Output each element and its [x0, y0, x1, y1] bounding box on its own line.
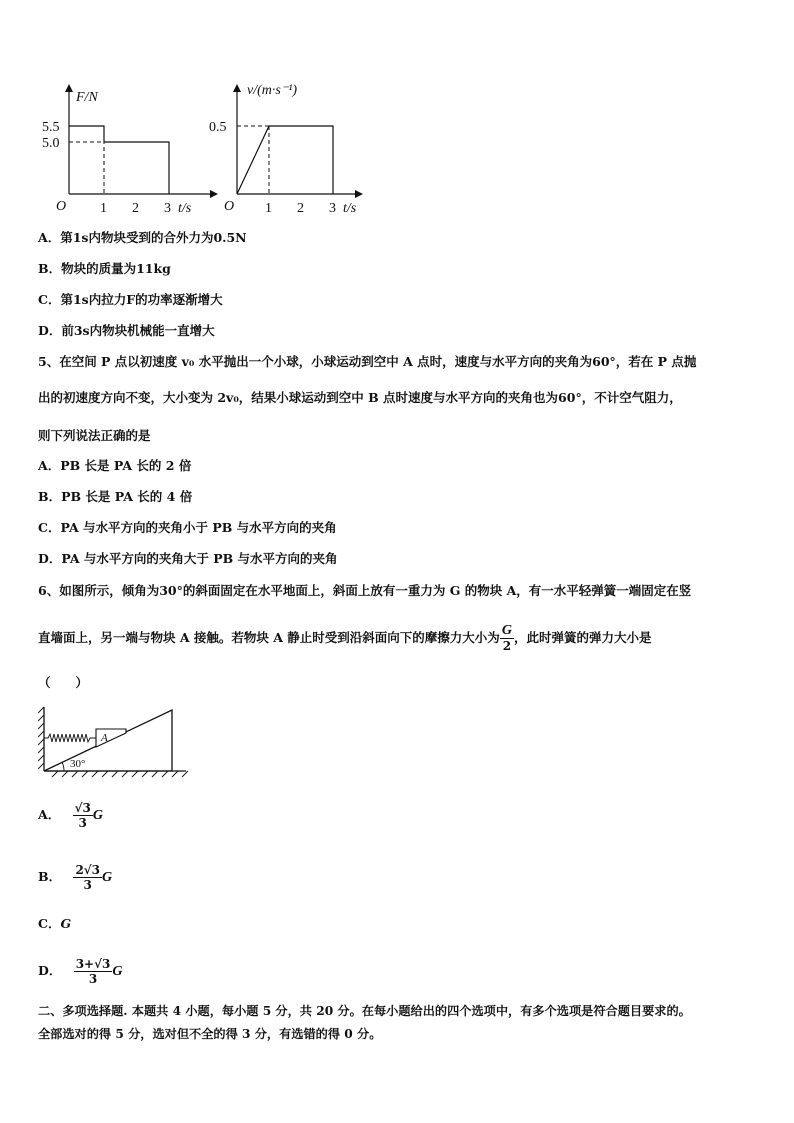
- velocity-time-graph: [205, 78, 385, 218]
- q6-option-a: [38, 796, 103, 835]
- q5-option-b: [38, 489, 192, 505]
- q6-option-a-denominator: 3: [78, 816, 87, 830]
- q6-option-b-g: G: [102, 870, 113, 885]
- q6-fraction-denominator: 2: [502, 639, 512, 653]
- q6-option-b-letter: B．: [38, 869, 62, 884]
- q6-friction-fraction: [500, 624, 514, 653]
- q5-option-a-text: PB 长是 PA 长的 2 倍: [60, 458, 192, 473]
- q4-option-a: [38, 230, 247, 246]
- q6-option-a-fraction: [73, 801, 93, 830]
- q5-option-a: [38, 458, 191, 474]
- q6-option-d-numerator: 3+√3: [75, 957, 111, 971]
- q4-option-c-letter: C．: [38, 292, 61, 307]
- q6-stem-line-1: 6、如图所示，倾角为30°的斜面固定在水平地面上，斜面上放有一重力为 G 的物块 A，有一水平轻弹簧一端固定在竖: [38, 583, 692, 598]
- q6-option-a-numerator: √3: [74, 801, 91, 815]
- q6-option-d-denominator: 3: [88, 972, 98, 986]
- force-y-tick-5-0: 5.0: [42, 136, 60, 151]
- q6-option-b-numerator: 2√3: [75, 863, 101, 877]
- q6-option-c: [38, 916, 71, 932]
- q4-option-b: [38, 261, 171, 277]
- q6-answer-blank: （ ）: [38, 675, 89, 690]
- q6-option-d-fraction: [74, 957, 113, 986]
- force-y-axis-label: F/N: [76, 90, 98, 105]
- q5-option-c-letter: C．: [38, 520, 61, 535]
- incline-spring-figure: [38, 703, 190, 779]
- q5-option-a-letter: A．: [38, 458, 61, 473]
- q4-option-b-letter: B．: [38, 261, 62, 276]
- q6-option-d-g: G: [112, 964, 123, 979]
- q6-option-b-denominator: 3: [83, 878, 92, 892]
- velocity-origin-label: O: [224, 199, 235, 214]
- section2-heading-line-1: 二、多项选择题. 本题共 4 小题，每小题 5 分，共 20 分。在每小题给出的四个选项中，有多个选项是符合题目要求的。: [38, 1004, 691, 1018]
- q6-option-a-g: G: [92, 808, 103, 823]
- force-x-tick-3: 3: [164, 201, 171, 216]
- q6-option-b-fraction: [73, 863, 102, 892]
- q4-option-d-text: 前3s内物块机械能一直增大: [61, 323, 215, 338]
- q4-option-b-text: 物块的质量为11kg: [61, 261, 171, 276]
- velocity-x-tick-3: 3: [329, 201, 336, 216]
- q6-stem-line-2-after: ，此时弹簧的弹力大小是: [513, 630, 652, 645]
- q6-option-a-letter: A．: [38, 807, 61, 822]
- q5-option-d-text: PA 与水平方向的夹角大于 PB 与水平方向的夹角: [61, 551, 338, 566]
- q6-option-b: [38, 858, 112, 897]
- q4-option-a-letter: A．: [38, 230, 61, 245]
- force-origin-label: O: [56, 199, 67, 214]
- q5-stem-line-1: 5、在空间 P 点以初速度 v₀ 水平抛出一个小球，小球运动到空中 A 点时，速度与水平方向的夹角为60°，若在 P 点抛: [38, 354, 697, 369]
- velocity-x-tick-1: 1: [265, 201, 272, 216]
- q5-stem-line-2: 出的初速度方向不变，大小变为 2v₀，结果小球运动到空中 B 点时速度与水平方向的夹角也为60°，不计空气阻力，: [38, 390, 682, 405]
- q4-option-d-letter: D．: [38, 323, 62, 338]
- velocity-x-tick-2: 2: [297, 201, 304, 216]
- q6-stem-line-2-before: 直墙面上，另一端与物块 A 接触。若物块 A 静止时受到沿斜面向下的摩擦力大小为: [38, 630, 500, 645]
- q5-option-d-letter: D．: [38, 551, 62, 566]
- q4-option-d: [38, 323, 215, 339]
- q6-option-c-text: G: [60, 916, 72, 931]
- q4-option-c-text: 第1s内拉力F的功率逐渐增大: [60, 292, 223, 307]
- velocity-y-axis-label: v/(m·s⁻¹): [247, 83, 298, 98]
- q4-option-a-text: 第1s内物块受到的合外力为0.5N: [60, 230, 247, 245]
- q6-option-d: [38, 952, 122, 991]
- q6-stem-line-2: [38, 618, 651, 658]
- force-time-graph: [38, 78, 223, 218]
- force-y-tick-5-5: 5.5: [42, 120, 60, 135]
- force-x-axis-label: t/s: [178, 201, 192, 216]
- q5-option-c-text: PA 与水平方向的夹角小于 PB 与水平方向的夹角: [60, 520, 337, 535]
- velocity-y-tick-0-5: 0.5: [209, 120, 227, 135]
- q5-option-b-letter: B．: [38, 489, 62, 504]
- velocity-x-axis-label: t/s: [343, 201, 357, 216]
- q6-option-c-letter: C．: [38, 916, 61, 931]
- q5-option-d: [38, 551, 338, 567]
- incline-angle-label: 30°: [70, 758, 86, 770]
- q6-option-d-letter: D．: [38, 963, 62, 978]
- q4-option-c: [38, 292, 223, 308]
- q5-option-c: [38, 520, 337, 536]
- q5-option-b-text: PB 长是 PA 长的 4 倍: [61, 489, 193, 504]
- section2-heading-line-2: 全部选对的得 5 分，选对但不全的得 3 分，有选错的得 0 分。: [38, 1027, 382, 1041]
- force-x-tick-2: 2: [132, 201, 139, 216]
- force-x-tick-1: 1: [100, 201, 107, 216]
- block-a-label: A: [101, 732, 108, 744]
- q5-stem-line-3: 则下列说法正确的是: [38, 428, 151, 443]
- q6-fraction-numerator: G: [501, 623, 512, 638]
